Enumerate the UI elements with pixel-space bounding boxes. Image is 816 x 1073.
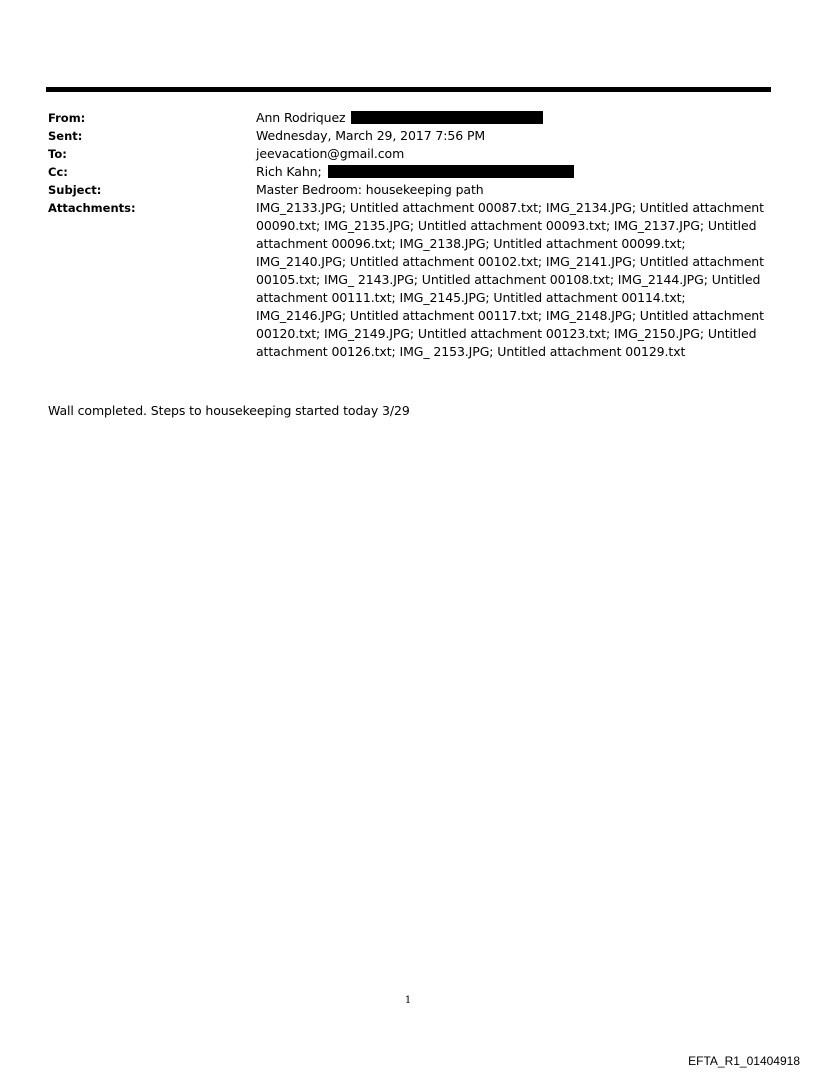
cc-value <box>256 163 768 181</box>
attachments-label: Attachments: <box>48 201 136 215</box>
to-row <box>48 145 768 163</box>
from-value <box>256 109 768 127</box>
page-number: 1 <box>404 995 412 1006</box>
sent-row <box>48 127 768 145</box>
to-label: To: <box>48 147 67 161</box>
attachments-value: IMG_2133.JPG; Untitled attachment 00087.txt; IMG_2134.JPG; Untitled attachment 00090.txt; IMG_2135.JPG; Untitled attachment 00093.txt; IMG_2137.JPG; Untitled attachment 00096.txt; IMG_2138.JPG; Untitled attachment 00099.txt; IMG_2140.JPG; Untitled attachment 00102.txt; IMG_2141.JPG; Untitled attachment 00105.txt; IMG_ 2143.JPG; Untitled attachment 00108.txt; IMG_2144.JPG; Untitled attachment 00111.txt; IMG_2145.JPG; Untitled attachment 00114.txt; IMG_2146.JPG; Untitled attachment 00117.txt; IMG_2148.JPG; Untitled attachment 00120.txt; IMG_2149.JPG; Untitled attachment 00123.txt; IMG_2150.JPG; Untitled attachment 00126.txt; IMG_ 2153.JPG; Untitled attachment 00129.txt <box>256 200 764 359</box>
subject-label: Subject: <box>48 183 102 197</box>
email-body: Wall completed. Steps to housekeeping started today 3/29 <box>48 403 410 418</box>
bates-number: EFTA_R1_01404918 <box>688 1054 800 1068</box>
header-divider <box>46 87 771 92</box>
sent-value: Wednesday, March 29, 2017 7:56 PM <box>256 128 486 143</box>
from-label: From: <box>48 111 86 125</box>
to-value: jeevacation@gmail.com <box>256 146 405 161</box>
redaction-box <box>351 111 543 124</box>
redaction-box <box>328 165 574 178</box>
cc-label: Cc: <box>48 165 68 179</box>
subject-value: Master Bedroom: housekeeping path <box>256 182 484 197</box>
sent-label: Sent: <box>48 129 83 143</box>
subject-row <box>48 181 768 199</box>
sender-name: Ann Rodriquez <box>256 110 346 125</box>
attachments-row <box>48 199 768 361</box>
from-row <box>48 109 768 127</box>
cc-name: Rich Kahn; <box>256 164 322 179</box>
cc-row <box>48 163 768 181</box>
email-header <box>48 109 768 361</box>
